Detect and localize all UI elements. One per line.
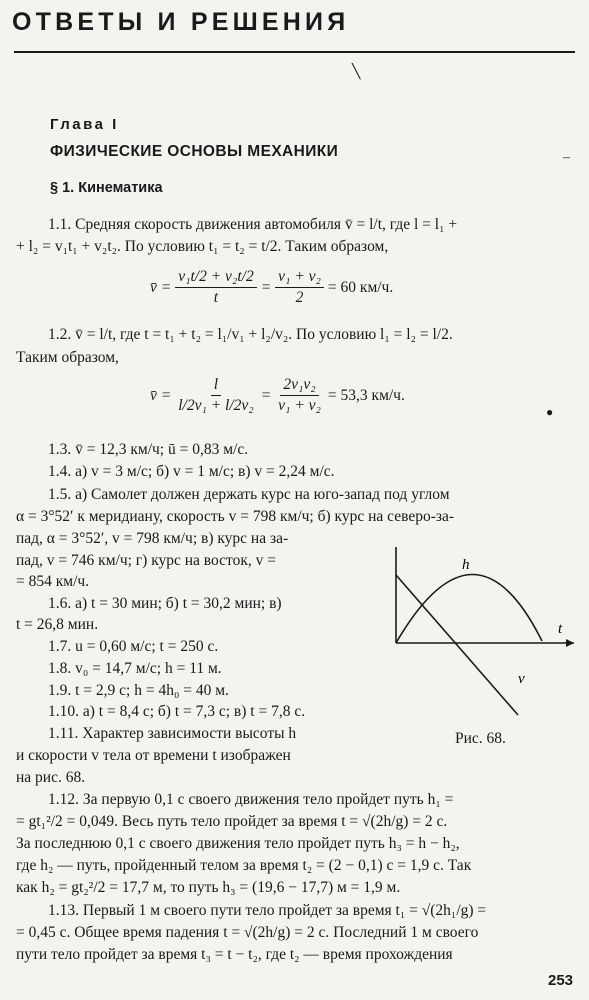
problem-1-5-line-5: = 854 км/ч. bbox=[16, 573, 90, 590]
problem-1-2-line-2: Таким образом, bbox=[16, 349, 119, 366]
problem-1-12-line-5: как h₂ = gt₂²/2 = 17,7 м, то путь h₃ = (19,6 − 17,7) м = 1,9 м. bbox=[16, 879, 401, 896]
problem-1-9: 1.9. t = 2,9 с; h = 4h₀ = 40 м. bbox=[48, 682, 229, 699]
figure-caption: Рис. 68. bbox=[455, 730, 506, 747]
page-number: 253 bbox=[548, 972, 574, 989]
fraction-numerator: v₁ + v₂ bbox=[275, 268, 324, 288]
problem-1-1-line-1: 1.1. Средняя скорость движения автомобиля v̄ = l/t, где l = l₁ + bbox=[48, 216, 458, 233]
fraction-numerator: l bbox=[211, 376, 221, 396]
problem-1-1-line-2: + l₂ = v₁t₁ + v₂t₂. По условию t₁ = t₂ = t/2. Таким образом, bbox=[16, 238, 389, 255]
problem-1-3: 1.3. v̄ = 12,3 км/ч; ū = 0,83 м/с. bbox=[48, 441, 249, 458]
problem-1-11-line-3: на рис. 68. bbox=[16, 769, 86, 786]
height-curve bbox=[396, 574, 542, 643]
fraction-denominator: 2 bbox=[295, 289, 304, 306]
formula-result: = 53,3 км/ч. bbox=[327, 386, 405, 404]
fraction-numerator: 2v₁v₂ bbox=[280, 376, 318, 396]
label-v: v bbox=[518, 671, 525, 687]
header-rule bbox=[14, 51, 575, 53]
chapter-label: Глава I bbox=[50, 116, 119, 133]
time-axis-arrow bbox=[566, 639, 574, 647]
print-speck: ● bbox=[546, 405, 554, 419]
formula-equals: = bbox=[260, 386, 272, 404]
problem-1-5-line-2: α = 3°52′ к меридиану, скорость v = 798 км/ч; б) курс на северо-за- bbox=[16, 508, 455, 525]
formula-fraction bbox=[275, 376, 324, 415]
problem-1-1-formula bbox=[150, 268, 393, 307]
formula-fraction bbox=[175, 376, 256, 415]
formula-result: = 60 км/ч. bbox=[327, 278, 394, 296]
problem-1-2-formula bbox=[150, 376, 405, 415]
formula-lhs: v̄ = bbox=[150, 278, 172, 296]
problem-1-2-line-1: 1.2. v̄ = l/t, где t = t₁ + t₂ = l₁/v₁ + l₂/v₂. По условию l₁ = l₂ = l/2. bbox=[48, 326, 453, 343]
fraction-denominator: l/2v₁ + l/2v₂ bbox=[178, 397, 254, 414]
problem-1-13-line-3: пути тело пройдет за время t₃ = t − t₂, где t₂ — время прохождения bbox=[16, 946, 453, 963]
problem-1-13-line-2: = 0,45 с. Общее время падения t = √(2h/g) = 2 с. Последний 1 м своего bbox=[16, 924, 479, 941]
section-title: § 1. Кинематика bbox=[50, 180, 163, 196]
problem-1-5-line-3: пад, α = 3°52′, v = 798 км/ч; в) курс на за- bbox=[16, 530, 289, 547]
problem-1-6-line-2: t = 26,8 мин. bbox=[16, 616, 99, 633]
label-t: t bbox=[558, 621, 563, 637]
print-speck: – bbox=[563, 150, 570, 165]
formula-lhs: v̄ = bbox=[150, 386, 172, 404]
problem-1-4: 1.4. а) v = 3 м/с; б) v = 1 м/с; в) v = 2,24 м/с. bbox=[48, 463, 335, 480]
problem-1-8: 1.8. v₀ = 14,7 м/с; h = 11 м. bbox=[48, 660, 222, 677]
figure-68-graph bbox=[390, 545, 578, 720]
problem-1-12-line-3: За последнюю 0,1 с своего движения тело пройдет путь h₃ = h − h₂, bbox=[16, 835, 460, 852]
problem-1-13-line-1: 1.13. Первый 1 м своего пути тело пройдет за время t₁ = √(2h₁/g) = bbox=[48, 902, 487, 919]
formula-fraction bbox=[275, 268, 324, 307]
problem-1-7: 1.7. u = 0,60 м/с; t = 250 с. bbox=[48, 638, 219, 655]
label-h: h bbox=[462, 557, 470, 573]
formula-fraction bbox=[175, 268, 256, 307]
problem-1-11-line-2: и скорости v тела от времени t изображен bbox=[16, 747, 291, 764]
problem-1-10: 1.10. а) t = 8,4 с; б) t = 7,3 с; в) t = 7,8 с. bbox=[48, 703, 306, 720]
print-speck: ╲ bbox=[352, 65, 361, 80]
problem-1-12-line-1: 1.12. За первую 0,1 с своего движения тело пройдет путь h₁ = bbox=[48, 791, 454, 808]
problem-1-6-line-1: 1.6. а) t = 30 мин; б) t = 30,2 мин; в) bbox=[48, 595, 282, 612]
fraction-denominator: v₁ + v₂ bbox=[278, 397, 321, 414]
problem-1-5-line-4: пад, v = 746 км/ч; г) курс на восток, v = bbox=[16, 552, 277, 569]
fraction-denominator: t bbox=[213, 289, 219, 306]
problem-1-12-line-4: где h₂ — путь, пройденный телом за время t₂ = (2 − 0,1) с = 1,9 с. Так bbox=[16, 857, 472, 874]
page-header-title: ОТВЕТЫ И РЕШЕНИЯ bbox=[12, 8, 350, 36]
problem-1-5-line-1: 1.5. а) Самолет должен держать курс на юго-запад под углом bbox=[48, 486, 450, 503]
problem-1-12-line-2: = gt₁²/2 = 0,049. Весь путь тело пройдет за время t = √(2h/g) = 2 с. bbox=[16, 813, 448, 830]
chapter-title: ФИЗИЧЕСКИЕ ОСНОВЫ МЕХАНИКИ bbox=[50, 143, 339, 160]
formula-equals: = bbox=[260, 278, 272, 296]
fraction-numerator: v₁t/2 + v₂t/2 bbox=[175, 268, 256, 288]
problem-1-11-line-1: 1.11. Характер зависимости высоты h bbox=[48, 725, 297, 742]
velocity-line bbox=[396, 575, 518, 715]
